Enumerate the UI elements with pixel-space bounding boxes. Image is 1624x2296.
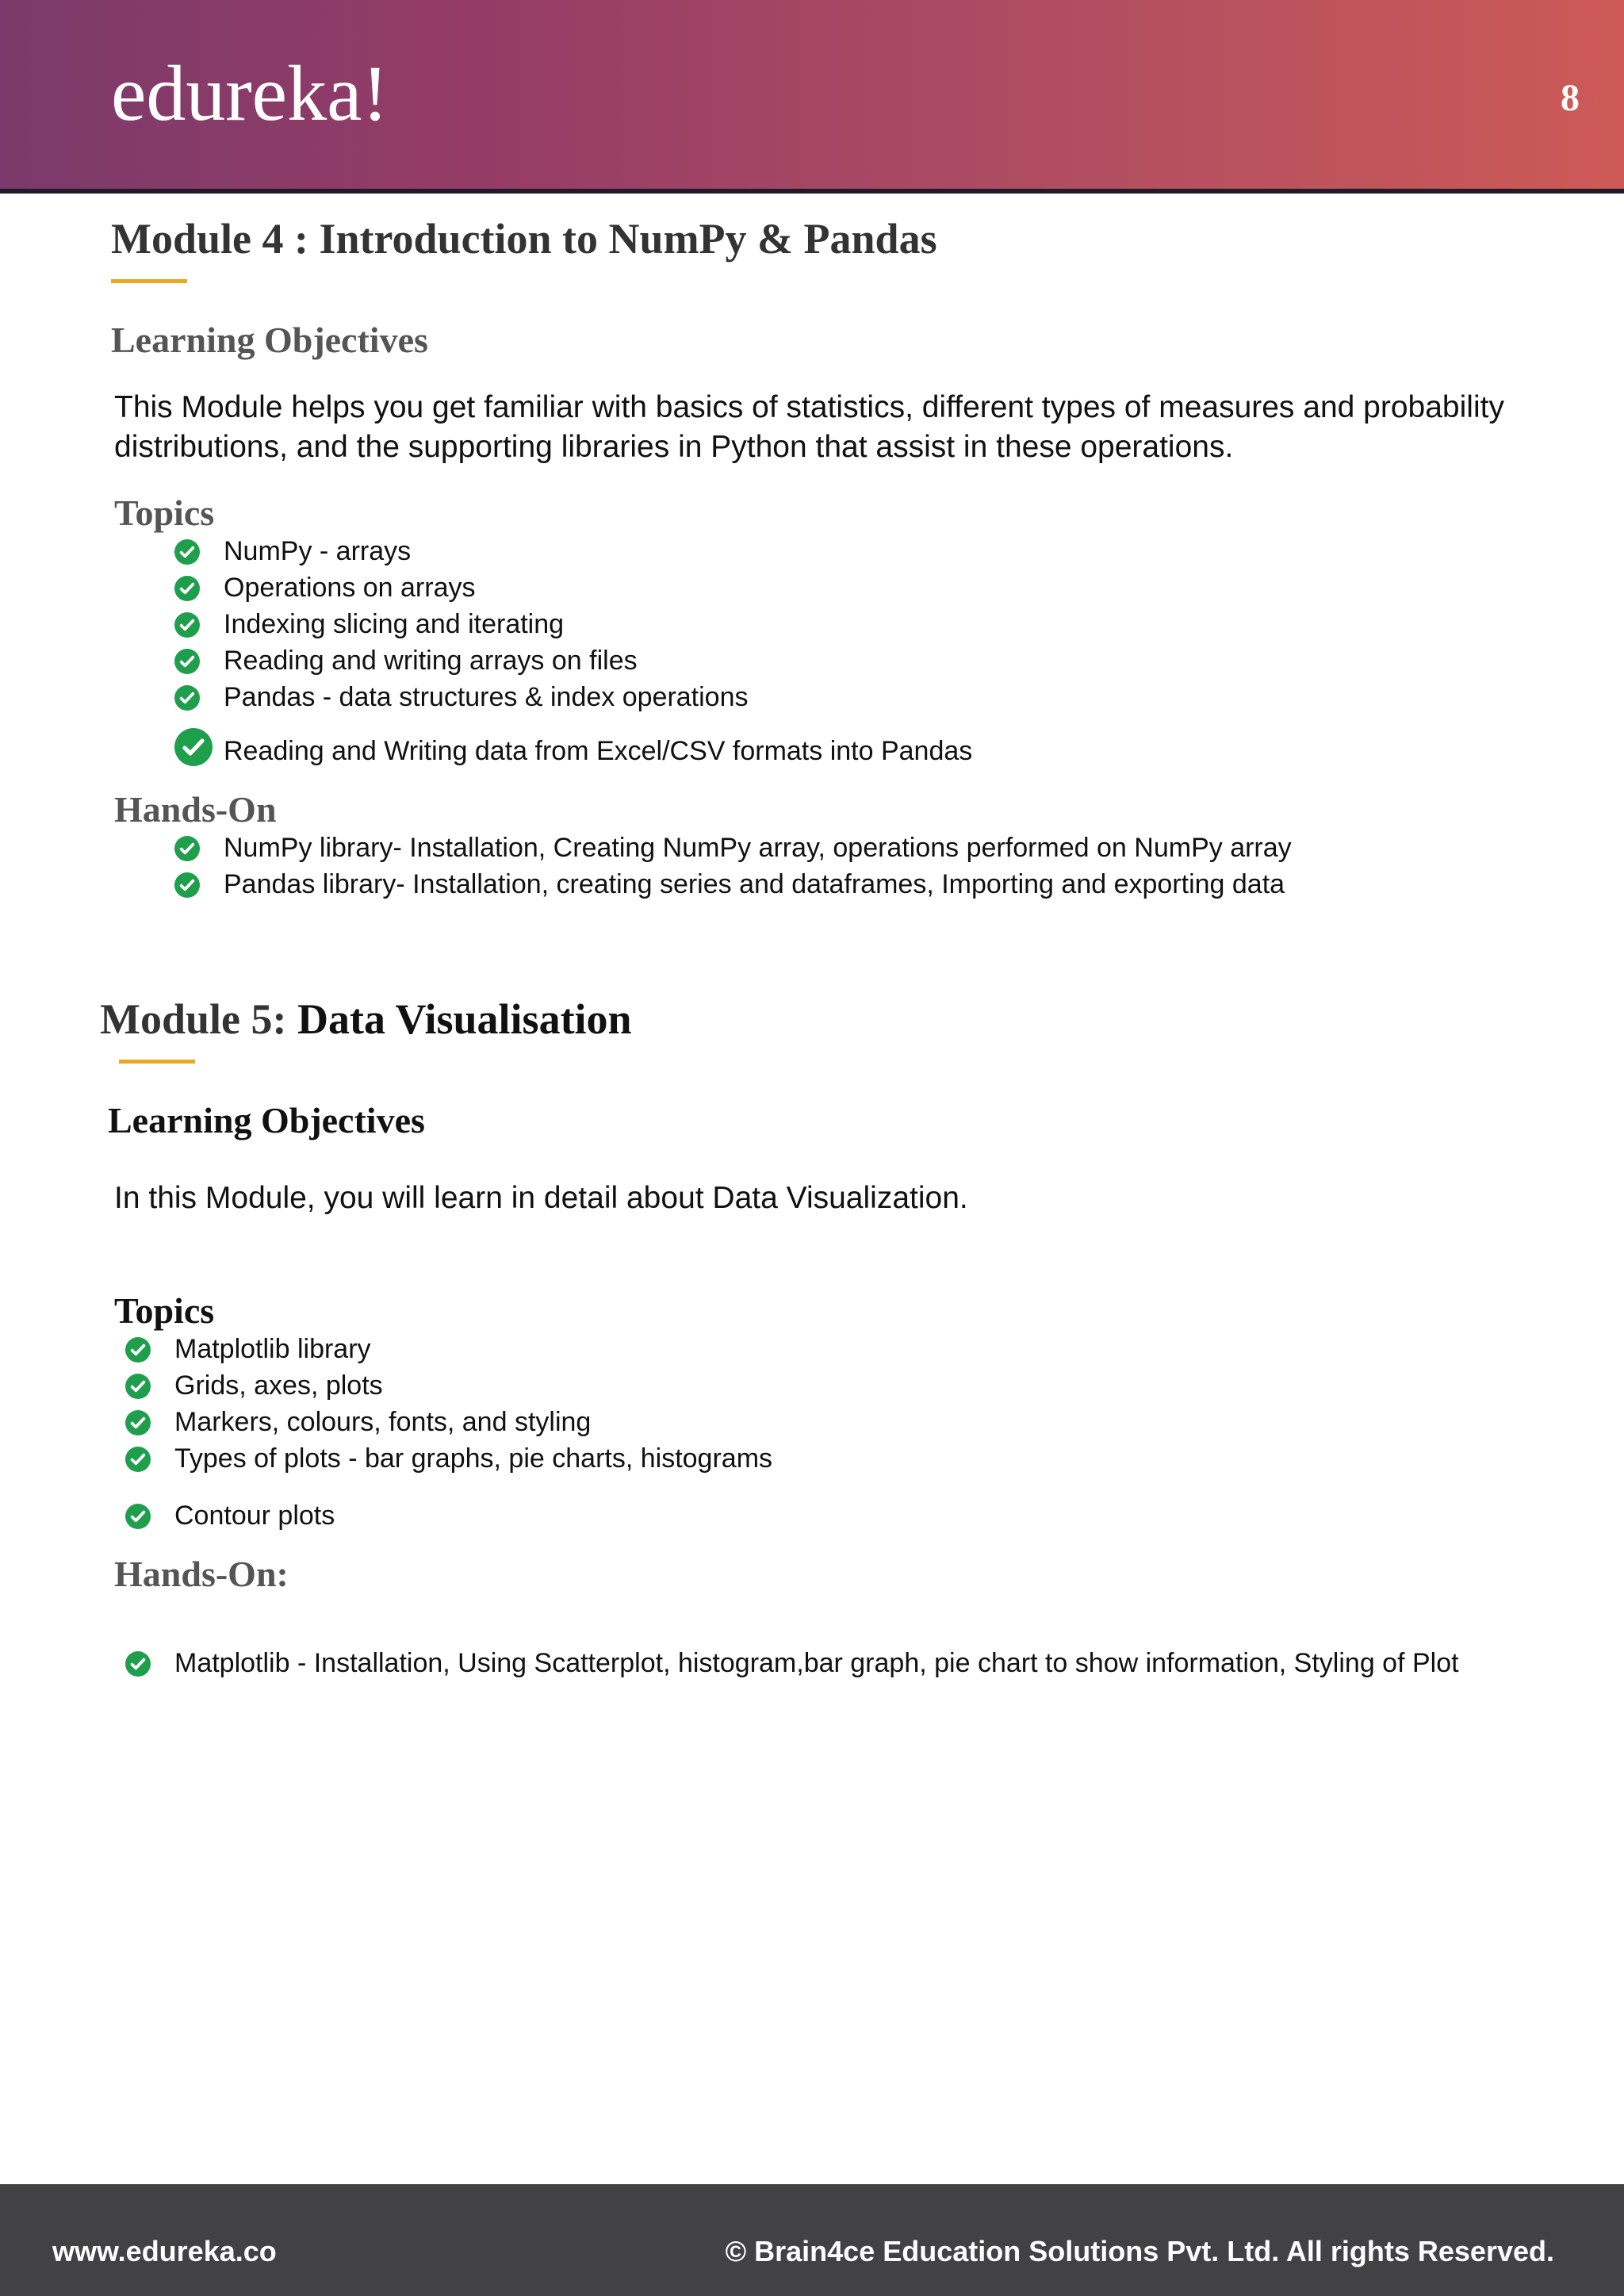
check-circle-icon	[174, 539, 200, 565]
footer-website-link[interactable]: www.edureka.co	[52, 2235, 277, 2267]
check-circle-icon	[174, 685, 200, 711]
check-circle-icon	[174, 872, 200, 898]
check-circle-icon	[125, 1337, 151, 1363]
module4-title: Module 4 : Introduction to NumPy & Pandas	[111, 215, 937, 263]
module5-handson-heading: Hands-On:	[114, 1554, 289, 1594]
module5-objectives-text: In this Module, you will learn in detail about Data Visualization.	[114, 1181, 968, 1215]
check-circle-icon	[174, 576, 200, 601]
module5-title-main: Data Visualisation	[297, 995, 632, 1043]
module5-title-underline	[119, 1060, 195, 1064]
module5-title-prefix: Module 5:	[100, 995, 297, 1043]
check-circle-icon	[125, 1374, 151, 1399]
check-circle-icon	[125, 1651, 151, 1677]
check-circle-icon	[174, 836, 200, 861]
module4-handson-heading: Hands-On	[114, 789, 277, 830]
check-circle-icon	[174, 612, 200, 638]
module4-title-underline	[111, 279, 187, 283]
module4-topics-heading: Topics	[114, 493, 215, 533]
check-circle-icon	[125, 1410, 151, 1435]
module5-objectives-heading: Learning Objectives	[108, 1100, 425, 1140]
check-circle-icon	[125, 1504, 151, 1529]
module5-topics-heading: Topics	[114, 1290, 215, 1331]
header-divider	[0, 189, 1624, 194]
check-circle-icon	[174, 649, 200, 674]
footer-copyright: © Brain4ce Education Solutions Pvt. Ltd. All rights Reserved.	[725, 2235, 1554, 2267]
module4-objectives-heading: Learning Objectives	[111, 320, 428, 360]
edureka-logo: edureka!	[111, 49, 389, 137]
check-circle-icon	[174, 728, 213, 766]
check-circle-icon	[125, 1447, 151, 1472]
page-number: 8	[1561, 77, 1580, 119]
module5-title	[100, 995, 632, 1044]
module4-objectives-text: This Module helps you get familiar with basics of statistics, different types of measures and probability distributions, and the supporting libraries in Python that assist in these operations.	[114, 390, 1504, 464]
